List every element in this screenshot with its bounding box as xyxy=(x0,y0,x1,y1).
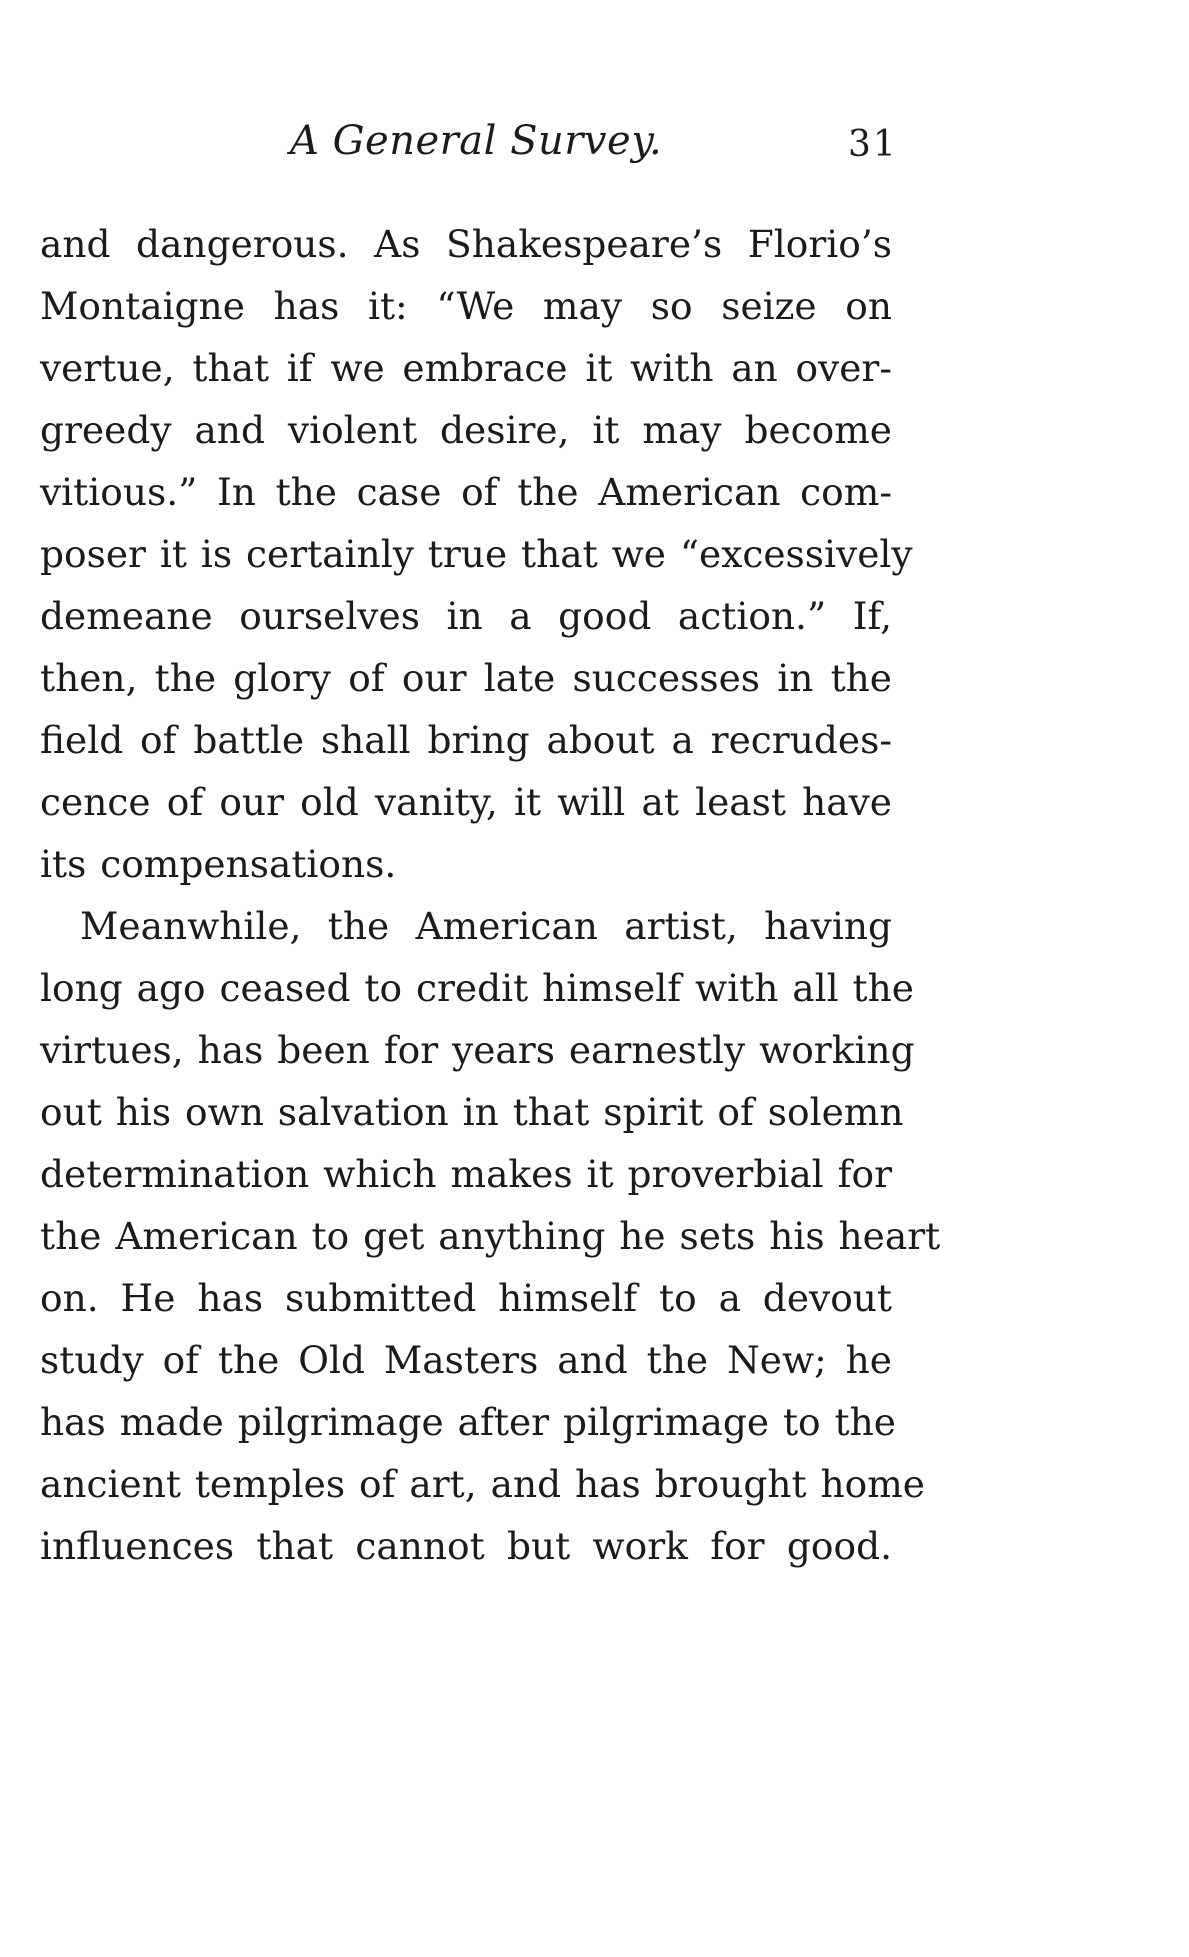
body-text xyxy=(40,213,941,1577)
text-line: Meanwhile, the American artist, having xyxy=(80,904,892,948)
text-line: influences that cannot but work for good. xyxy=(40,1524,892,1568)
page-number: 31 xyxy=(848,124,898,165)
text-line: vitious.” In the case of the American com- xyxy=(40,470,892,514)
paragraph-1 xyxy=(40,213,913,895)
text-line: and dangerous. As Shakespeare’s Florio’s xyxy=(40,222,892,266)
text-line: poser it is certainly true that we “excessively xyxy=(40,532,913,576)
text-line: the American to get anything he sets his heart xyxy=(40,1214,941,1258)
text-line: demeane ourselves in a good action.” If, xyxy=(40,594,892,638)
text-line: on. He has submitted himself to a devout xyxy=(40,1276,892,1320)
text-line: long ago ceased to credit himself with all the xyxy=(40,966,914,1010)
text-line: its compensations. xyxy=(40,842,397,886)
text-line: ancient temples of art, and has brought home xyxy=(40,1462,925,1506)
text-line: virtues, has been for years earnestly working xyxy=(40,1028,915,1072)
running-head xyxy=(0,118,1189,168)
text-line: study of the Old Masters and the New; he xyxy=(40,1338,892,1382)
text-line: determination which makes it proverbial for xyxy=(40,1152,892,1196)
text-line: then, the glory of our late successes in the xyxy=(40,656,892,700)
text-line: has made pilgrimage after pilgrimage to the xyxy=(40,1400,896,1444)
running-title: A General Survey. xyxy=(290,118,663,164)
text-line: out his own salvation in that spirit of solemn xyxy=(40,1090,904,1134)
text-line: cence of our old vanity, it will at least have xyxy=(40,780,892,824)
text-line: greedy and violent desire, it may become xyxy=(40,408,892,452)
text-line: field of battle shall bring about a recrudes- xyxy=(40,718,892,762)
text-line: Montaigne has it: “We may so seize on xyxy=(40,284,892,328)
text-line: vertue, that if we embrace it with an over- xyxy=(40,346,892,390)
paragraph-2 xyxy=(40,895,941,1577)
